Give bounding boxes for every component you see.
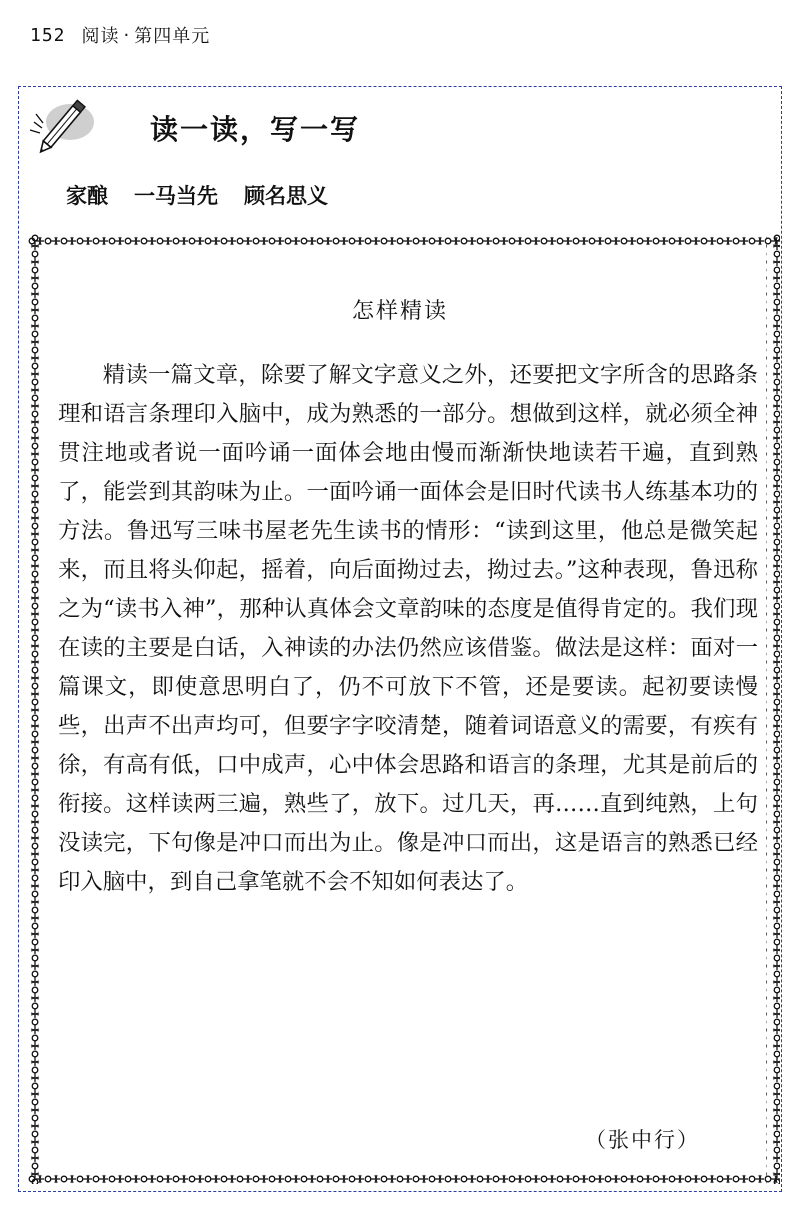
page-number: 152	[30, 24, 66, 46]
exercise-title: 读一读，写一写	[150, 113, 361, 146]
vocab-word: 家酿	[66, 184, 108, 208]
article-body	[58, 356, 758, 902]
pencil-icon	[26, 92, 98, 162]
article-author: （张中行）	[585, 1128, 700, 1152]
vocab-word: 顾名思义	[244, 184, 328, 208]
header-unit: 第四单元	[134, 26, 211, 47]
article-title: 怎样精读	[351, 299, 448, 324]
header-separator: ·	[123, 24, 131, 46]
vocab-row	[66, 180, 328, 210]
header-section: 阅读	[81, 26, 120, 47]
page-header	[30, 22, 210, 48]
article-paragraph: 精读一篇文章，除要了解文字意义之外，还要把文字所含的思路条理和语言条理印入脑中，成为熟悉的一部分。想做到这样，就必须全神贯注地或者说一面吟诵一面体会地由慢而渐渐快地读若干遍，直到熟了，能尝到其韵味为止。一面吟诵一面体会是旧时代读书人练基本功的方法。鲁迅写三味书屋老先生读书的情形：“读到这里，他总是微笑起来，而且将头仰起，摇着，向后面拗过去，拗过去。”这种表现，鲁迅称之为“读书入神”，那种认真体会文章韵味的态度是值得肯定的。我们现在读的主要是白话，入神读的办法仍然应该借鉴。做法是这样：面对一篇课文，即使意思明白了，仍不可放下不管，还是要读。起初要读慢些，出声不出声均可，但要字字咬清楚，随着词语意义的需要，有疾有徐，有高有低，口中成声，心中体会思路和语言的条理，尤其是前后的衔接。这样读两三遍，熟些了，放下。过几天，再……直到纯熟，上句没读完，下句像是冲口而出为止。像是冲口而出，这是语言的熟悉已经印入脑中，到自己拿笔就不会不知如何表达了。	[58, 362, 758, 895]
vocab-word: 一马当先	[134, 184, 218, 208]
